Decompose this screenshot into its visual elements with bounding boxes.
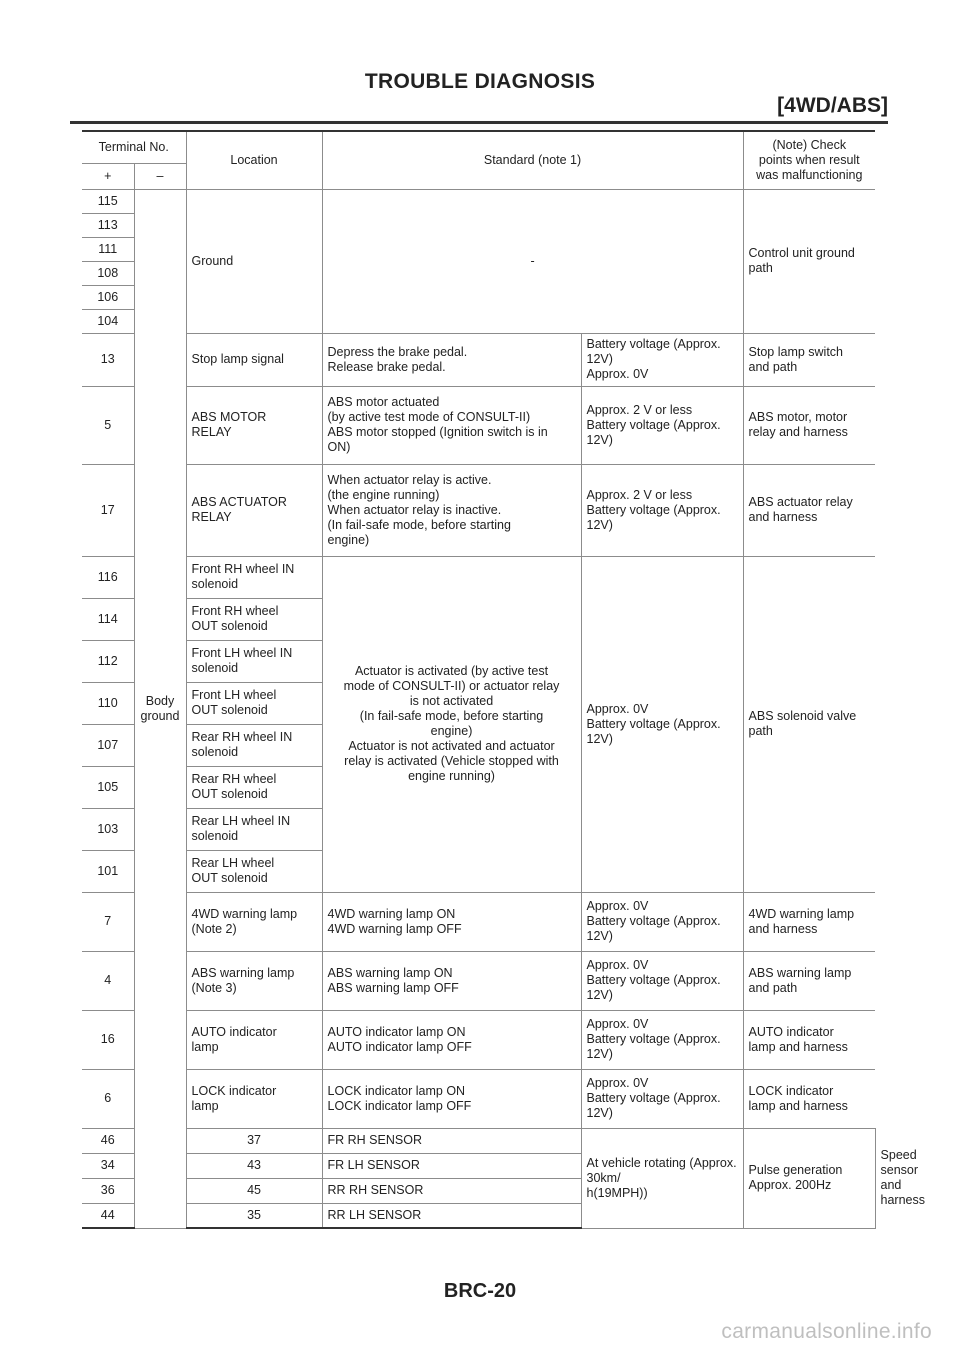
terminal-cell: 108 — [82, 261, 134, 285]
value-cell: Approx. 0V Battery voltage (Approx. 12V) — [581, 1010, 743, 1069]
location-cell: Rear LH wheel OUT solenoid — [186, 850, 322, 892]
condition-cell: When actuator relay is active. (the engine running) When actuator relay is inactive. (In fail-safe mode, before starting engine) — [322, 464, 581, 556]
location-cell: FR LH SENSOR — [322, 1153, 581, 1178]
terminal-diagnosis-table: Terminal No. Location Standard (note 1) (Note) Check points when result was malfunctioning + – 115 Body ground Ground - Control unit ground path 113 111 108 106 104 13 Stop lamp signal Depress the brake pedal. Release brake pedal. Battery voltage (Approx. 12V) Approx. 0V Stop lamp switch and path 5 ABS MOTOR RELAY ABS motor actuated (by active test mode of CONSULT-II) ABS motor stopped (Ignition switch is in ON) Approx. 2 V or less Battery voltage (Approx. 12V) ABS motor, motor relay and harness 17 ABS ACTUATOR RELAY When actuator relay is active. (the engine running) When actuator relay is inactive. (In fail-safe mode, before starting engine) Approx. 2 V or less Battery voltage (Approx. 12V) ABS actuator relay and harness 116 Front RH wheel IN solenoid Actuator is activated (by active test mode of CONSULT-II) or actuator relay is not activated (In fail-safe mode, before starting engine) Actuator is not activated and actuator relay is activated (Vehicle stopped with engine running) Approx. 0V Battery voltage (Approx. 12V) ABS solenoid valve path 114 Front RH wheel OUT solenoid 112 Front LH wheel IN solenoid 110 Front LH wheel OUT solenoid 107 Rear RH wheel IN solenoid 105 Rear RH wheel OUT solenoid 103 Rear LH wheel IN solenoid 101 Rear LH wheel OUT solenoid 7 4WD warning lamp (Note 2) 4WD warning lamp ON 4WD warning lamp OFF Approx. 0V Battery voltage (Approx. 12V) 4WD warning lamp and harness 4 ABS warning lamp (Note 3) ABS warning lamp ON ABS warning lamp OFF Approx. 0V Battery voltage (Approx. 12V) ABS warning lamp and path 16 AUTO indicator lamp AUTO indicator lamp ON AUTO indicator lamp OFF Approx. 0V Battery voltage (Approx. 12V) AUTO indicator lamp and harness 6 LOCK indicator lamp LOCK indicator lamp ON LOCK indicator lamp OFF Approx. 0V Battery voltage (Approx. 12V) LOCK indicator lamp and harness 46 37 FR RH SENSOR At vehicle rotating (Approx. 30km/ h(19MPH)) Pulse generation Approx. 200Hz Speed sensor and harness 34 43 FR LH SENSOR 36 45 RR RH SENSOR 44 35 RR LH SENSOR — [82, 130, 875, 1229]
condition-cell: At vehicle rotating (Approx. 30km/ h(19MPH)) — [581, 1128, 743, 1228]
terminal-cell: 17 — [82, 464, 134, 556]
location-cell: ABS warning lamp (Note 3) — [186, 951, 322, 1010]
check-cell: ABS warning lamp and path — [743, 951, 875, 1010]
location-cell: LOCK indicator lamp — [186, 1069, 322, 1128]
terminal-cell: 106 — [82, 285, 134, 309]
terminal-minus-cell: 35 — [186, 1203, 322, 1228]
terminal-cell: 115 — [82, 189, 134, 213]
body-ground-cell: Body ground — [134, 189, 186, 1228]
condition-cell: ABS motor actuated (by active test mode of CONSULT-II) ABS motor stopped (Ignition switch is in ON) — [322, 386, 581, 464]
terminal-minus-cell: 37 — [186, 1128, 322, 1153]
condition-cell: LOCK indicator lamp ON LOCK indicator lamp OFF — [322, 1069, 581, 1128]
condition-cell: 4WD warning lamp ON 4WD warning lamp OFF — [322, 892, 581, 951]
terminal-cell: 107 — [82, 724, 134, 766]
value-cell: Approx. 0V Battery voltage (Approx. 12V) — [581, 1069, 743, 1128]
location-cell: Stop lamp signal — [186, 333, 322, 386]
location-cell: Rear LH wheel IN solenoid — [186, 808, 322, 850]
terminal-minus-cell: 43 — [186, 1153, 322, 1178]
terminal-plus-cell: 34 — [82, 1153, 134, 1178]
location-cell: Rear RH wheel IN solenoid — [186, 724, 322, 766]
page-title: TROUBLE DIAGNOSIS — [364, 70, 596, 93]
location-cell: AUTO indicator lamp — [186, 1010, 322, 1069]
condition-cell: AUTO indicator lamp ON AUTO indicator lamp OFF — [322, 1010, 581, 1069]
terminal-cell: 112 — [82, 640, 134, 682]
condition-cell: Depress the brake pedal. Release brake pedal. — [322, 333, 581, 386]
minus-header: – — [134, 163, 186, 189]
check-cell: 4WD warning lamp and harness — [743, 892, 875, 951]
section-title: [4WD/ABS] — [777, 94, 888, 117]
location-cell: RR RH SENSOR — [322, 1178, 581, 1203]
condition-cell: ABS warning lamp ON ABS warning lamp OFF — [322, 951, 581, 1010]
terminal-cell: 4 — [82, 951, 134, 1010]
value-cell: Approx. 2 V or less Battery voltage (Approx. 12V) — [581, 464, 743, 556]
terminal-cell: 13 — [82, 333, 134, 386]
location-cell: FR RH SENSOR — [322, 1128, 581, 1153]
terminal-cell: 113 — [82, 213, 134, 237]
watermark: carmanualsonline.info — [721, 1320, 932, 1343]
terminal-plus-cell: 44 — [82, 1203, 134, 1228]
terminal-plus-cell: 36 — [82, 1178, 134, 1203]
value-cell: Battery voltage (Approx. 12V) Approx. 0V — [581, 333, 743, 386]
header-rule — [70, 121, 888, 124]
plus-header: + — [82, 163, 134, 189]
value-cell: Approx. 2 V or less Battery voltage (Approx. 12V) — [581, 386, 743, 464]
location-cell: ABS MOTOR RELAY — [186, 386, 322, 464]
page-number: BRC-20 — [443, 1280, 517, 1302]
terminal-minus-cell: 45 — [186, 1178, 322, 1203]
terminal-cell: 111 — [82, 237, 134, 261]
location-cell: ABS ACTUATOR RELAY — [186, 464, 322, 556]
standard-header: Standard (note 1) — [322, 131, 743, 189]
terminal-cell: 103 — [82, 808, 134, 850]
terminal-cell: 116 — [82, 556, 134, 598]
terminal-cell: 105 — [82, 766, 134, 808]
value-cell: Pulse generation Approx. 200Hz — [743, 1128, 875, 1228]
location-cell: Front RH wheel IN solenoid — [186, 556, 322, 598]
terminal-cell: 6 — [82, 1069, 134, 1128]
location-cell: Rear RH wheel OUT solenoid — [186, 766, 322, 808]
value-cell: Approx. 0V Battery voltage (Approx. 12V) — [581, 556, 743, 892]
check-cell: ABS solenoid valve path — [743, 556, 875, 892]
terminal-cell: 5 — [82, 386, 134, 464]
check-cell: ABS actuator relay and harness — [743, 464, 875, 556]
standard-cell: - — [322, 189, 743, 333]
value-cell: Approx. 0V Battery voltage (Approx. 12V) — [581, 892, 743, 951]
terminal-cell: 101 — [82, 850, 134, 892]
check-cell: LOCK indicator lamp and harness — [743, 1069, 875, 1128]
terminal-no-header: Terminal No. — [82, 131, 186, 163]
location-cell: Front LH wheel IN solenoid — [186, 640, 322, 682]
value-cell: Approx. 0V Battery voltage (Approx. 12V) — [581, 951, 743, 1010]
terminal-cell: 114 — [82, 598, 134, 640]
location-cell: Ground — [186, 189, 322, 333]
condition-cell: Actuator is activated (by active test mode of CONSULT-II) or actuator relay is not activated (In fail-safe mode, before starting engine) Actuator is not activated and actuator relay is activated (Vehicle stopped with engine running) — [322, 556, 581, 892]
location-cell: Front RH wheel OUT solenoid — [186, 598, 322, 640]
terminal-cell: 16 — [82, 1010, 134, 1069]
check-cell: Stop lamp switch and path — [743, 333, 875, 386]
check-cell: AUTO indicator lamp and harness — [743, 1010, 875, 1069]
location-cell: Front LH wheel OUT solenoid — [186, 682, 322, 724]
check-cell: Control unit ground path — [743, 189, 875, 333]
check-points-header: (Note) Check points when result was malfunctioning — [743, 131, 875, 189]
location-cell: RR LH SENSOR — [322, 1203, 581, 1228]
terminal-cell: 104 — [82, 309, 134, 333]
location-header: Location — [186, 131, 322, 189]
location-cell: 4WD warning lamp (Note 2) — [186, 892, 322, 951]
terminal-cell: 7 — [82, 892, 134, 951]
terminal-plus-cell: 46 — [82, 1128, 134, 1153]
terminal-cell: 110 — [82, 682, 134, 724]
check-cell: ABS motor, motor relay and harness — [743, 386, 875, 464]
